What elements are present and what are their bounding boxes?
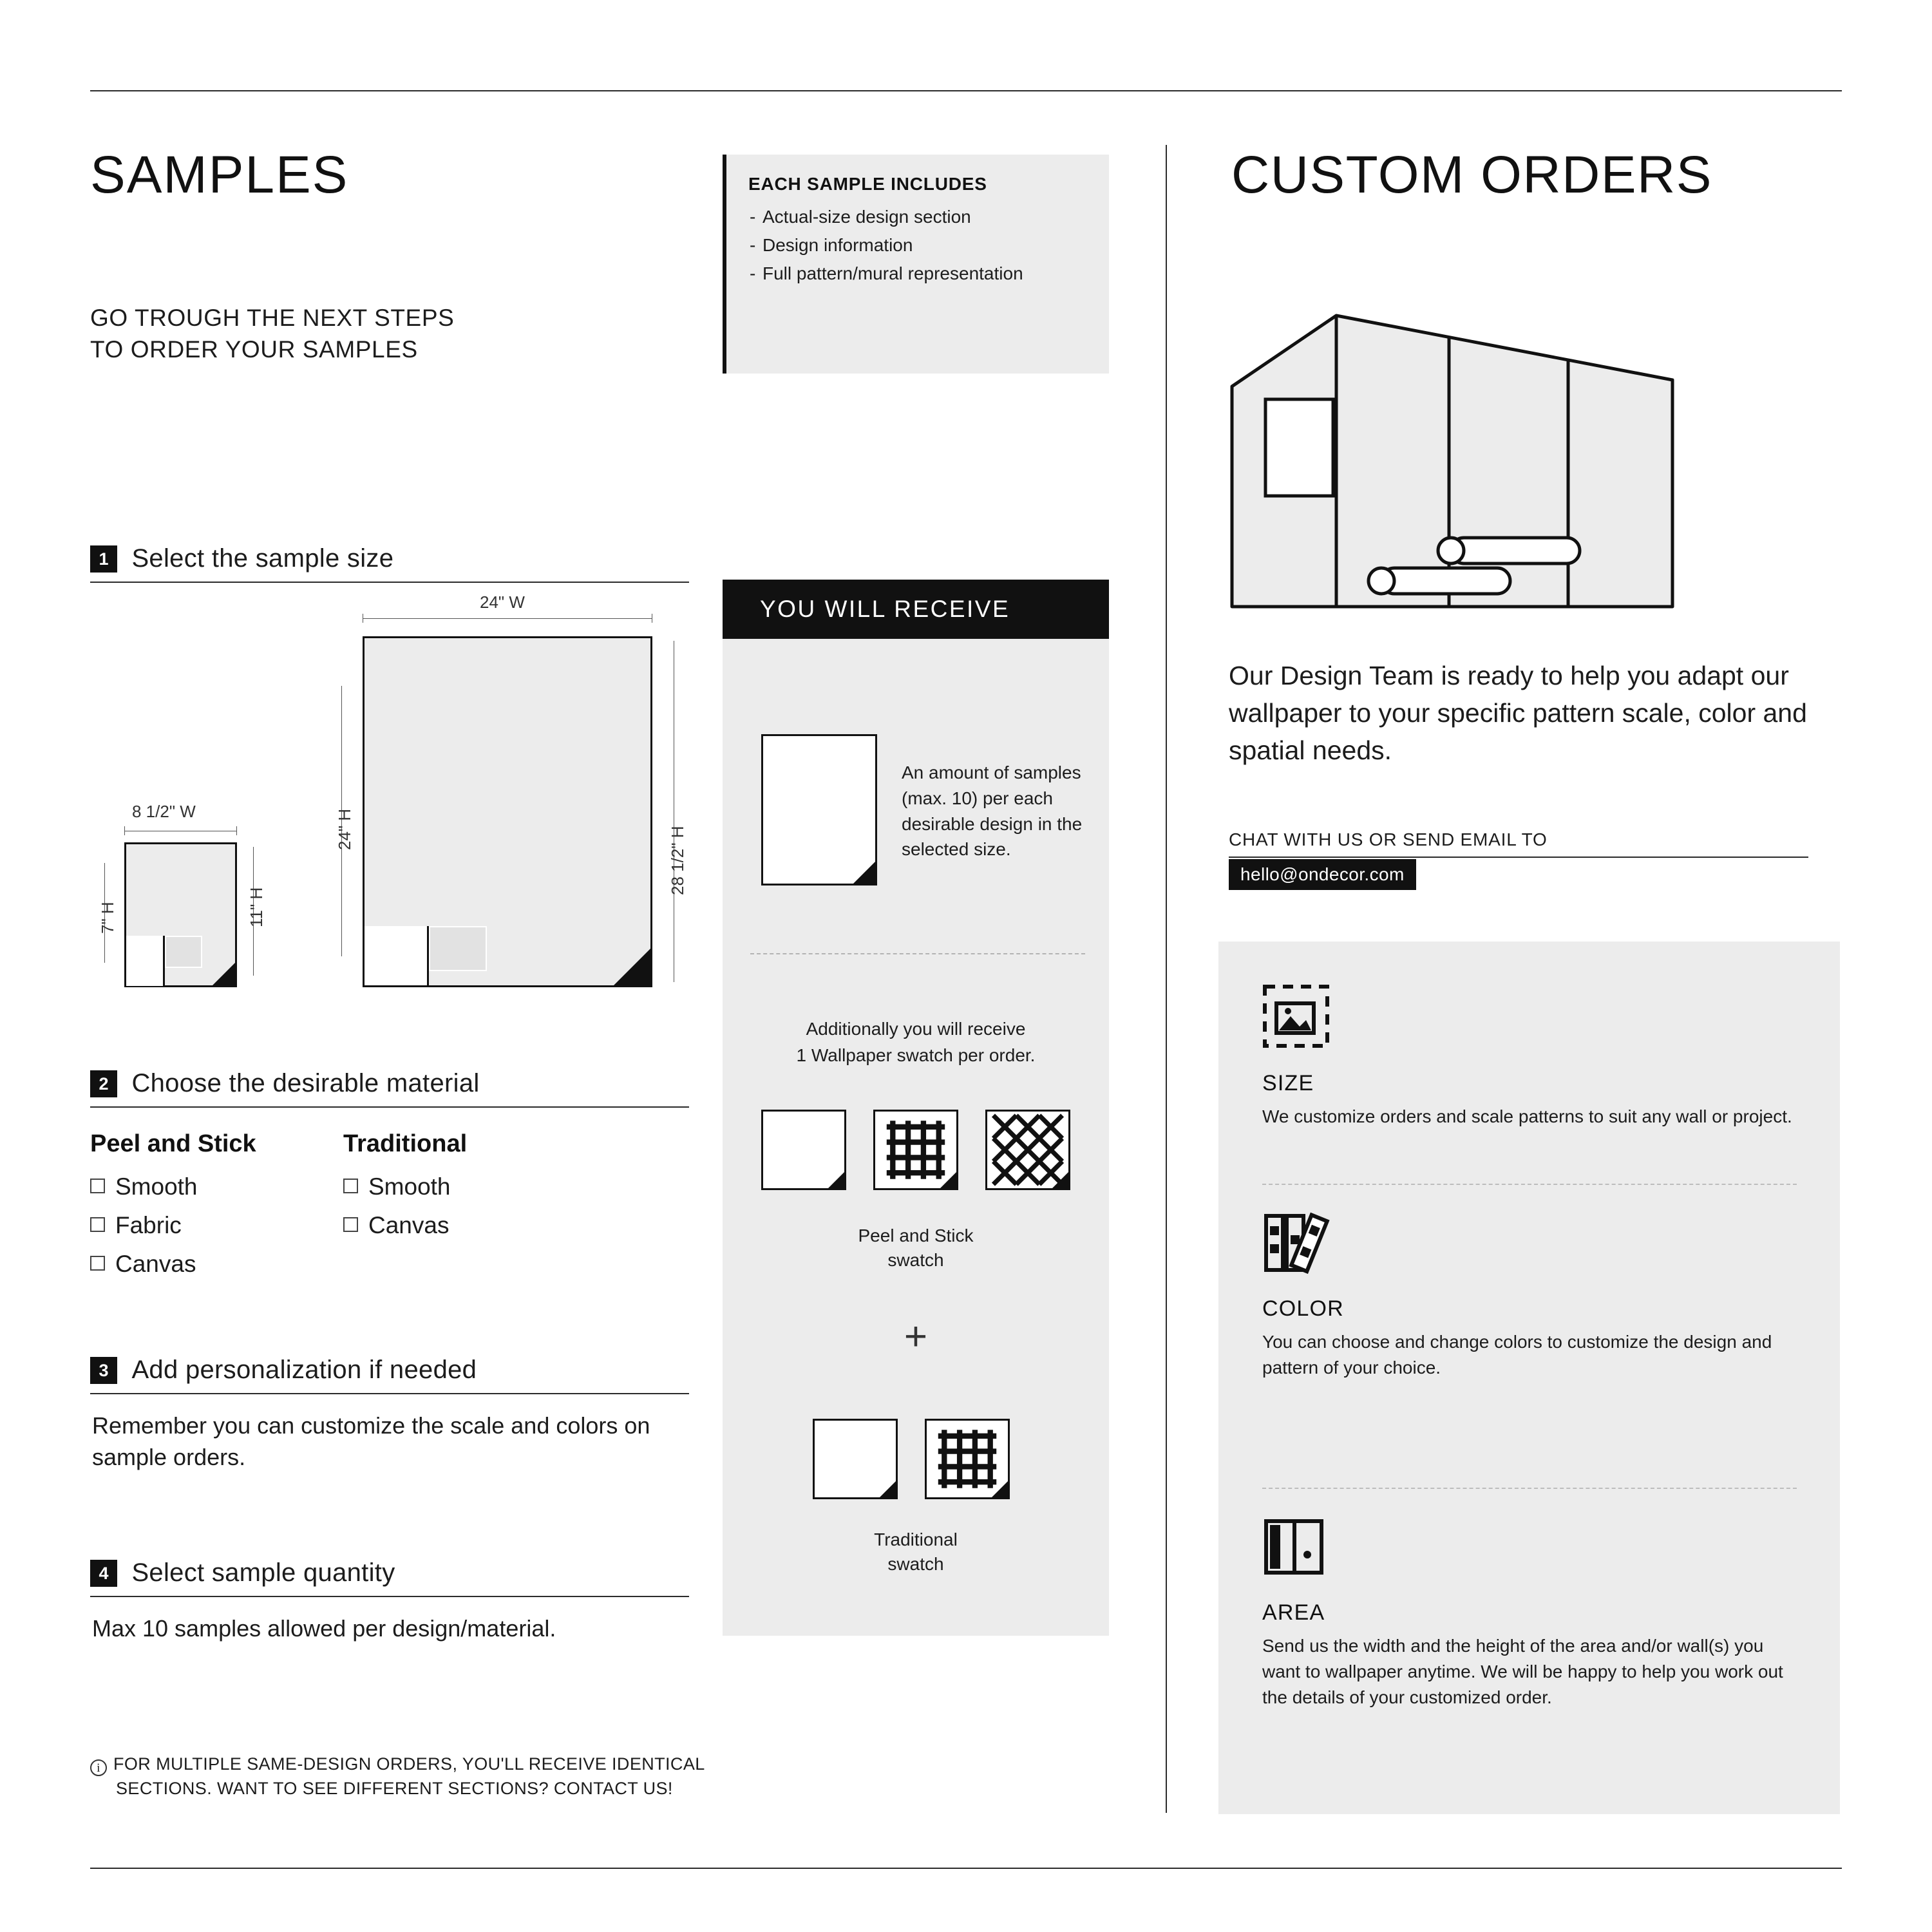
feature-body: We customize orders and scale patterns to suit any wall or project.	[1262, 1106, 1792, 1126]
large-height-left-label: 24" H	[335, 808, 354, 850]
info-icon: i	[90, 1759, 107, 1776]
custom-orders-lead-text: Our Design Team is ready to help you adapt our wallpaper to your specific pattern scale, color and spatial needs.	[1229, 661, 1807, 766]
feature-title: AREA	[1262, 1600, 1325, 1625]
feature-body: You can choose and change colors to customize the design and pattern of your choice.	[1262, 1332, 1772, 1378]
material-option-label: Canvas	[368, 1212, 450, 1238]
peel-and-stick-swatch-label	[723, 1224, 1109, 1273]
email-chip[interactable]: hello@ondecor.com	[1229, 859, 1416, 890]
additional-swatch-line1: Additionally you will receive	[806, 1019, 1026, 1039]
peel-swatch-smooth-corner	[826, 1170, 846, 1190]
feature-area	[1262, 1515, 1797, 1710]
additional-swatch-text	[723, 1016, 1109, 1068]
material-option-label: Smooth	[368, 1173, 451, 1200]
traditional-swatch-canvas-corner	[990, 1479, 1010, 1499]
wall-panels-icon	[1262, 1515, 1797, 1582]
samples-heading: SAMPLES	[90, 146, 349, 204]
checkbox-icon[interactable]	[90, 1256, 105, 1271]
large-sample-corner-fold	[614, 949, 650, 985]
small-width-dim-tick-right	[236, 826, 237, 835]
step-2-underline	[90, 1106, 689, 1108]
material-option-smooth[interactable]	[90, 1173, 256, 1200]
step-4-number: 4	[90, 1560, 117, 1587]
step-4-underline	[90, 1596, 689, 1597]
panel-separator	[750, 953, 1085, 954]
samples-subtitle-line1: GO TROUGH THE NEXT STEPS	[90, 305, 455, 331]
small-sample-info-block	[126, 936, 165, 986]
sample-amount-text: An amount of samples (max. 10) per each desirable design in the selected size.	[902, 762, 1083, 860]
large-height-right-label: 28 1/2" H	[668, 826, 687, 895]
feature-separator	[1262, 1488, 1797, 1489]
material-option-label: Canvas	[115, 1251, 196, 1277]
top-divider	[90, 90, 1842, 91]
material-group-traditional	[343, 1130, 467, 1251]
small-height-right-label: 11" H	[247, 887, 266, 927]
feature-title: COLOR	[1262, 1296, 1344, 1321]
list-item: - Full pattern/mural representation	[748, 261, 1091, 286]
step-4-label: Select sample quantity	[131, 1558, 395, 1587]
peel-swatch-fabric-corner	[938, 1170, 958, 1190]
column-divider	[1166, 145, 1167, 1813]
feature-size	[1262, 984, 1797, 1130]
list-item: - Actual-size design section	[748, 205, 1091, 229]
step-3-underline	[90, 1393, 689, 1394]
chat-with-us-label: CHAT WITH US OR SEND EMAIL TO	[1229, 829, 1548, 849]
image-frame-icon	[1262, 984, 1797, 1052]
feature-title: SIZE	[1262, 1071, 1314, 1095]
material-option-canvas[interactable]	[90, 1251, 256, 1278]
large-sample-swatch-block	[429, 926, 487, 971]
traditional-swatch-label-line2: swatch	[887, 1553, 944, 1574]
each-sample-includes-box	[723, 155, 1109, 374]
material-option-label: Fabric	[115, 1212, 182, 1238]
additional-swatch-line2: 1 Wallpaper swatch per order.	[796, 1045, 1036, 1065]
footnote-line2: SECTIONS. WANT TO SEE DIFFERENT SECTIONS? CONTACT US!	[116, 1779, 673, 1799]
material-group-heading: Traditional	[343, 1130, 468, 1157]
step-3-body: Remember you can customize the scale and colors on sample orders.	[92, 1412, 650, 1470]
step-3-number: 3	[90, 1357, 117, 1384]
peel-swatch-canvas-corner	[1050, 1170, 1070, 1190]
step-1-number: 1	[90, 545, 117, 573]
material-option-label: Smooth	[115, 1173, 198, 1200]
traditional-swatch-label-line1: Traditional	[874, 1530, 958, 1549]
step-1-label: Select the sample size	[131, 544, 394, 573]
list-item: - Design information	[748, 233, 1091, 258]
checkbox-icon[interactable]	[343, 1217, 358, 1232]
small-width-dim-tick-left	[124, 826, 125, 835]
peel-swatch-label-line2: swatch	[887, 1249, 944, 1270]
chat-underline	[1229, 857, 1808, 858]
material-group-peel-and-stick	[90, 1130, 256, 1289]
step-4-body: Max 10 samples allowed per design/material.	[92, 1615, 556, 1642]
each-sample-includes-title: EACH SAMPLE INCLUDES	[748, 174, 987, 194]
step-3-label: Add personalization if needed	[131, 1356, 477, 1384]
step-1-underline	[90, 582, 689, 583]
plus-icon: +	[904, 1314, 928, 1359]
step-3	[90, 1356, 689, 1385]
custom-orders-heading: CUSTOM ORDERS	[1231, 146, 1712, 204]
step-2-label: Choose the desirable material	[131, 1069, 480, 1097]
small-width-label: 8 1/2" W	[132, 802, 196, 821]
footnote	[90, 1752, 927, 1801]
small-sample-corner-fold	[213, 962, 236, 985]
sample-sheet-corner-fold	[851, 862, 875, 886]
material-option-canvas[interactable]	[343, 1212, 467, 1239]
wall-rolls-illustration	[1227, 309, 1678, 612]
step-1	[90, 544, 689, 573]
step-2	[90, 1069, 689, 1098]
footnote-line1: FOR MULTIPLE SAME-DESIGN ORDERS, YOU'LL RECEIVE IDENTICAL	[113, 1754, 705, 1774]
bottom-divider	[90, 1868, 1842, 1869]
material-option-fabric[interactable]	[90, 1212, 256, 1239]
material-group-heading: Peel and Stick	[90, 1130, 256, 1157]
material-option-smooth[interactable]	[343, 1173, 467, 1200]
traditional-swatch-smooth-corner	[878, 1479, 898, 1499]
large-width-dim-line	[363, 618, 652, 619]
peel-swatch-label-line1: Peel and Stick	[858, 1226, 974, 1245]
feature-color	[1262, 1211, 1797, 1381]
checkbox-icon[interactable]	[343, 1179, 358, 1193]
samples-subtitle-line2: TO ORDER YOUR SAMPLES	[90, 336, 418, 363]
each-sample-includes-list	[748, 205, 1091, 285]
step-4	[90, 1558, 689, 1587]
large-sample-info-block	[365, 926, 429, 985]
you-will-receive-heading: YOU WILL RECEIVE	[723, 580, 1109, 639]
color-swatches-icon	[1262, 1211, 1797, 1278]
feature-separator	[1262, 1184, 1797, 1185]
checkbox-icon[interactable]	[90, 1179, 105, 1193]
samples-subtitle	[90, 303, 454, 366]
step-2-number: 2	[90, 1070, 117, 1097]
checkbox-icon[interactable]	[90, 1217, 105, 1232]
small-sample-swatch-block	[165, 936, 202, 968]
feature-body: Send us the width and the height of the area and/or wall(s) you want to wallpaper anytime. We will be happy to help you work out the details of your customized order.	[1262, 1636, 1783, 1707]
small-height-left-label: 7" H	[98, 902, 117, 934]
room-illustration	[1227, 309, 1678, 615]
large-width-label: 24" W	[480, 592, 525, 612]
traditional-swatch-label	[723, 1528, 1109, 1577]
